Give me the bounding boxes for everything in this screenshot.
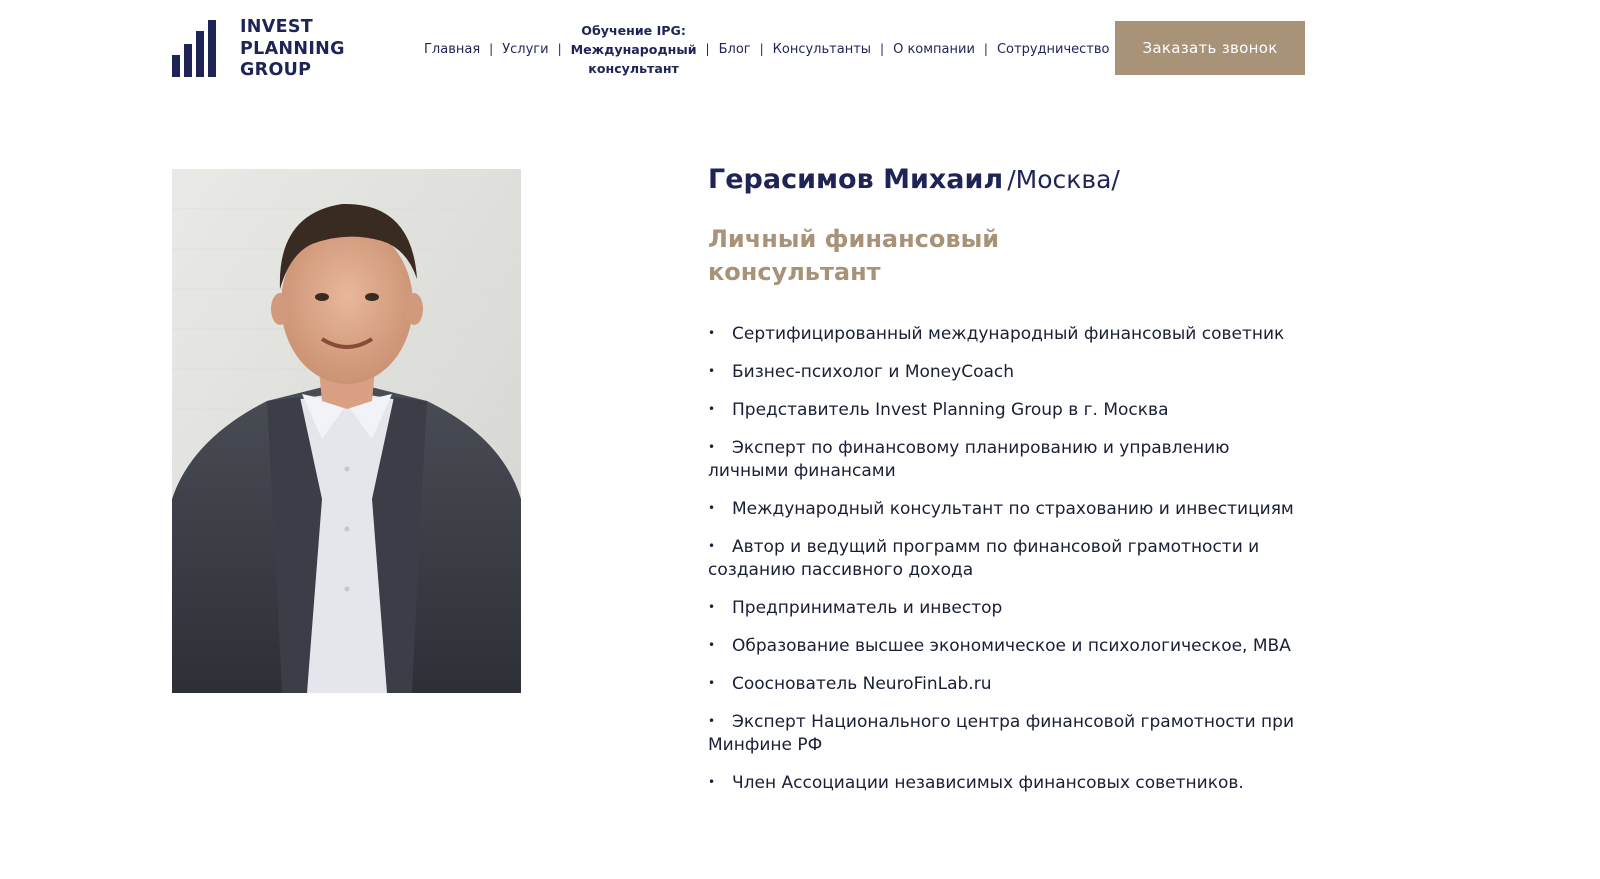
- nav-separator: |: [983, 42, 988, 56]
- list-item: [708, 634, 1308, 658]
- nav-separator: |: [759, 42, 764, 56]
- bullet: •: [708, 676, 716, 690]
- consultant-name: Герасимов Михаил: [708, 164, 1004, 195]
- bullet: •: [708, 600, 716, 614]
- list-item-text: Эксперт по финансовому планированию и управлению личными финансами: [708, 438, 1230, 481]
- nav-item-services[interactable]: Услуги: [502, 41, 549, 57]
- nav-separator: |: [557, 42, 562, 56]
- list-item-text: Член Ассоциации независимых финансовых советников.: [732, 773, 1244, 793]
- nav-item-blog[interactable]: Блог: [718, 41, 751, 57]
- nav-separator: |: [880, 42, 885, 56]
- list-item: [708, 672, 1308, 696]
- logo-bars-icon: [172, 17, 216, 77]
- nav-item-about[interactable]: О компании: [893, 41, 975, 57]
- list-item: [708, 360, 1308, 384]
- bullet: •: [708, 775, 716, 789]
- bullet: •: [708, 326, 716, 340]
- consultant-portrait-image: [172, 169, 521, 693]
- consultant-profile: [708, 164, 1308, 809]
- list-item: [708, 497, 1308, 521]
- nav-item-consultants[interactable]: Консультанты: [772, 41, 872, 57]
- list-item-text: Сертифицированный международный финансовый советник: [732, 324, 1285, 344]
- list-item-text: Эксперт Национального центра финансовой грамотности при Минфине РФ: [708, 712, 1294, 755]
- nav-item-training[interactable]: [571, 21, 697, 78]
- profile-heading: [708, 164, 1308, 195]
- list-item-text: Сооснователь NeuroFinLab.ru: [732, 674, 992, 694]
- order-call-button[interactable]: Заказать звонок: [1115, 21, 1305, 75]
- list-item-text: Автор и ведущий программ по финансовой грамотности и созданию пассивного дохода: [708, 537, 1260, 580]
- bullet: •: [708, 402, 716, 416]
- consultant-role: [708, 223, 1038, 289]
- site-header: [0, 0, 1600, 100]
- main-nav: [424, 20, 1109, 78]
- nav-item-home[interactable]: Главная: [424, 41, 481, 57]
- list-item: [708, 771, 1308, 795]
- list-item-text: Образование высшее экономическое и психологическое, MBA: [732, 636, 1291, 656]
- consultant-photo: [172, 169, 521, 693]
- logo-line: GROUP: [240, 60, 312, 80]
- list-item: [708, 436, 1308, 483]
- bullet: •: [708, 501, 716, 515]
- nav-separator: |: [489, 42, 494, 56]
- list-item-text: Предприниматель и инвестор: [732, 598, 1003, 618]
- logo-line: PLANNING: [240, 38, 345, 59]
- logo-wordmark: [240, 17, 345, 82]
- bullet: •: [708, 364, 716, 378]
- consultant-role-line: консультант: [708, 258, 881, 286]
- bullet: •: [708, 714, 716, 728]
- list-item: [708, 398, 1308, 422]
- list-item-text: Представитель Invest Planning Group в г. Москва: [732, 400, 1169, 420]
- credentials-list: [708, 322, 1308, 795]
- list-item: [708, 322, 1308, 346]
- list-item: [708, 596, 1308, 620]
- consultant-city: /Москва/: [1007, 165, 1120, 194]
- list-item-text: Бизнес-психолог и MoneyCoach: [732, 362, 1015, 382]
- logo[interactable]: [172, 17, 345, 82]
- list-item-text: Международный консультант по страхованию и инвестициям: [732, 499, 1294, 519]
- bullet: •: [708, 539, 716, 553]
- consultant-role-line: Личный финансовый: [708, 225, 1000, 253]
- nav-item-training-line: Международный: [570, 41, 697, 57]
- bullet: •: [708, 440, 716, 454]
- nav-separator: |: [705, 42, 710, 56]
- list-item: [708, 710, 1308, 757]
- nav-item-cooperation[interactable]: Сотрудничество: [996, 41, 1110, 57]
- nav-item-training-line: Обучение IPG:: [581, 22, 686, 38]
- logo-line: INVEST: [240, 17, 313, 37]
- bullet: •: [708, 638, 716, 652]
- list-item: [708, 535, 1308, 582]
- nav-item-training-line: консультант: [588, 60, 679, 76]
